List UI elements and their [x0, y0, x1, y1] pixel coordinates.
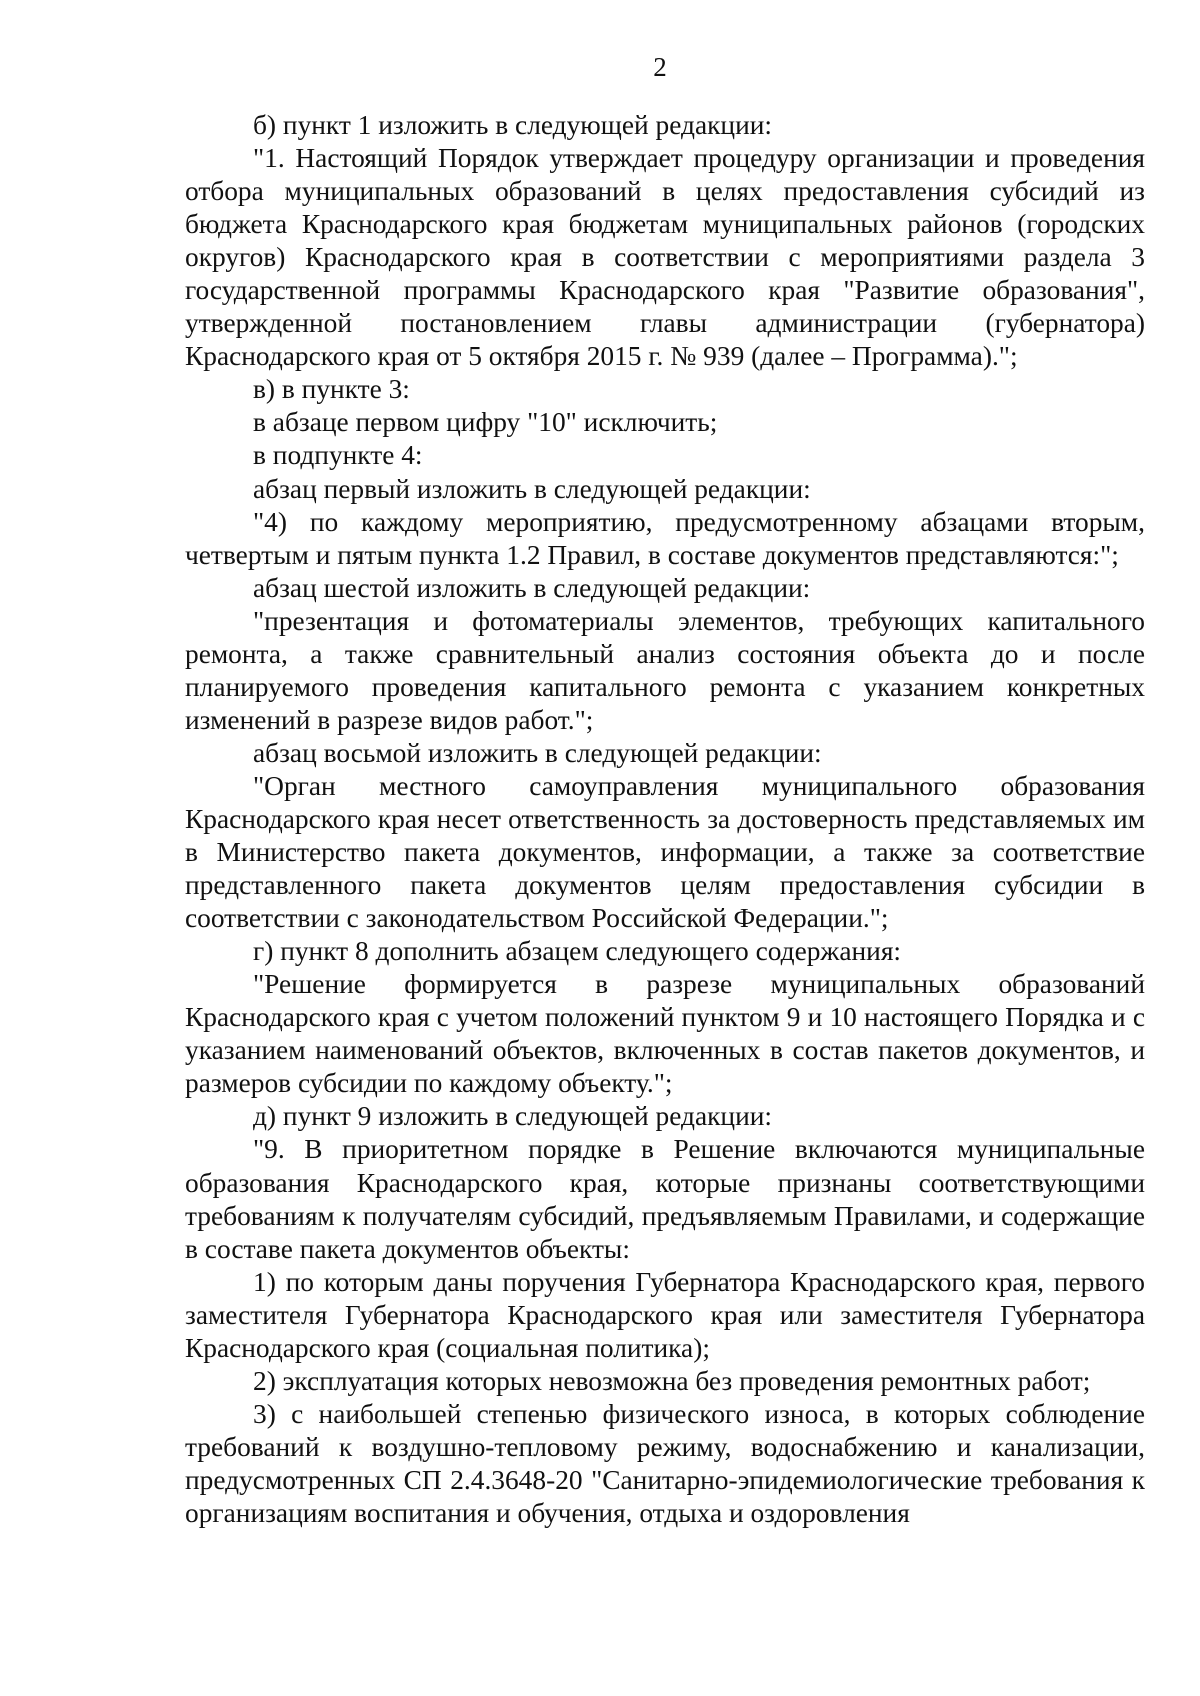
- paragraph-decision-text: "Решение формируется в разрезе муниципальных образований Краснодарского края с учетом положений пунктом 9 и 10 настоящего Порядка и с указанием наименований объектов, включенных в состав пакетов документов, и размеров субсидии по каждому объекту.";: [185, 969, 1145, 1099]
- paragraph-amend-v: в) в пункте 3:: [253, 374, 410, 405]
- paragraph-amend-g: г) пункт 8 дополнить абзацем следующего содержания:: [253, 936, 902, 967]
- paragraph-amend-d: д) пункт 9 изложить в следующей редакции:: [253, 1101, 773, 1132]
- paragraph-responsibility-text: "Орган местного самоуправления муниципального образования Краснодарского края несет ответственность за достоверность представляемых им в Министерство пакета документов, информации, а также за соответствие представленного пакета документов целям предоставления субсидии в соответствии с законодательством Российской Федерации.";: [185, 770, 1145, 934]
- paragraph-amend-b: б) пункт 1 изложить в следующей редакции:: [253, 110, 773, 140]
- paragraph-subpoint-4: в подпункте 4:: [253, 440, 423, 471]
- paragraph-eighth-abzac: абзац восьмой изложить в следующей редакции:: [253, 737, 822, 768]
- paragraph-presentation-text: "презентация и фотоматериалы элементов, требующих капитального ремонта, а также сравнительный анализ состояния объекта до и после планируемого проведения капитального ремонта с указанием конкретных изменений в разрезе видов работ.";: [185, 605, 1145, 735]
- paragraph-first-abzac: абзац первый изложить в следующей редакции:: [253, 473, 811, 504]
- page-number: 2: [653, 52, 667, 82]
- list-item-2: 2) эксплуатация которых невозможна без проведения ремонтных работ;: [253, 1365, 1091, 1396]
- paragraph-point-1-text: "1. Настоящий Порядок утверждает процедуру организации и проведения отбора муниципальных образований в целях предоставления субсидий из бюджета Краснодарского края бюджетам муниципальных районов (городских округов) Краснодарского края в соответствии с мероприятиями раздела 3 государственной программы Краснодарского края "Развитие образования", утвержденной постановлением главы администрации (губернатора) Краснодарского края от 5 октября 2015 г. № 939 (далее – Программа).";: [185, 143, 1145, 372]
- paragraph-digit-exclude: в абзаце первом цифру "10" исключить;: [253, 407, 718, 438]
- paragraph-point-9-text: "9. В приоритетном порядке в Решение включаются муниципальные образования Краснодарского края, которые признаны соответствующими требованиям к получателям субсидий, предъявляемым Правилами, и содержащие в составе пакета документов объекты:: [185, 1134, 1145, 1264]
- document-body: [185, 109, 1145, 1530]
- paragraph-subpoint-4-text: "4) по каждому мероприятию, предусмотренному абзацами вторым, четвертым и пятым пункта 1.2 Правил, в составе документов представляются:";: [185, 506, 1145, 570]
- list-item-3: 3) с наибольшей степенью физического износа, в которых соблюдение требований к воздушно-тепловому режиму, водоснабжению и канализации, предусмотренных СП 2.4.3648-20 "Санитарно-эпидемиологические требования к организациям воспитания и обучения, отдыха и оздоровления: [185, 1398, 1145, 1528]
- list-item-1: 1) по которым даны поручения Губернатора Краснодарского края, первого заместителя Губернатора Краснодарского края или заместителя Губернатора Краснодарского края (социальная политика);: [185, 1266, 1145, 1363]
- paragraph-sixth-abzac: абзац шестой изложить в следующей редакции:: [253, 572, 811, 603]
